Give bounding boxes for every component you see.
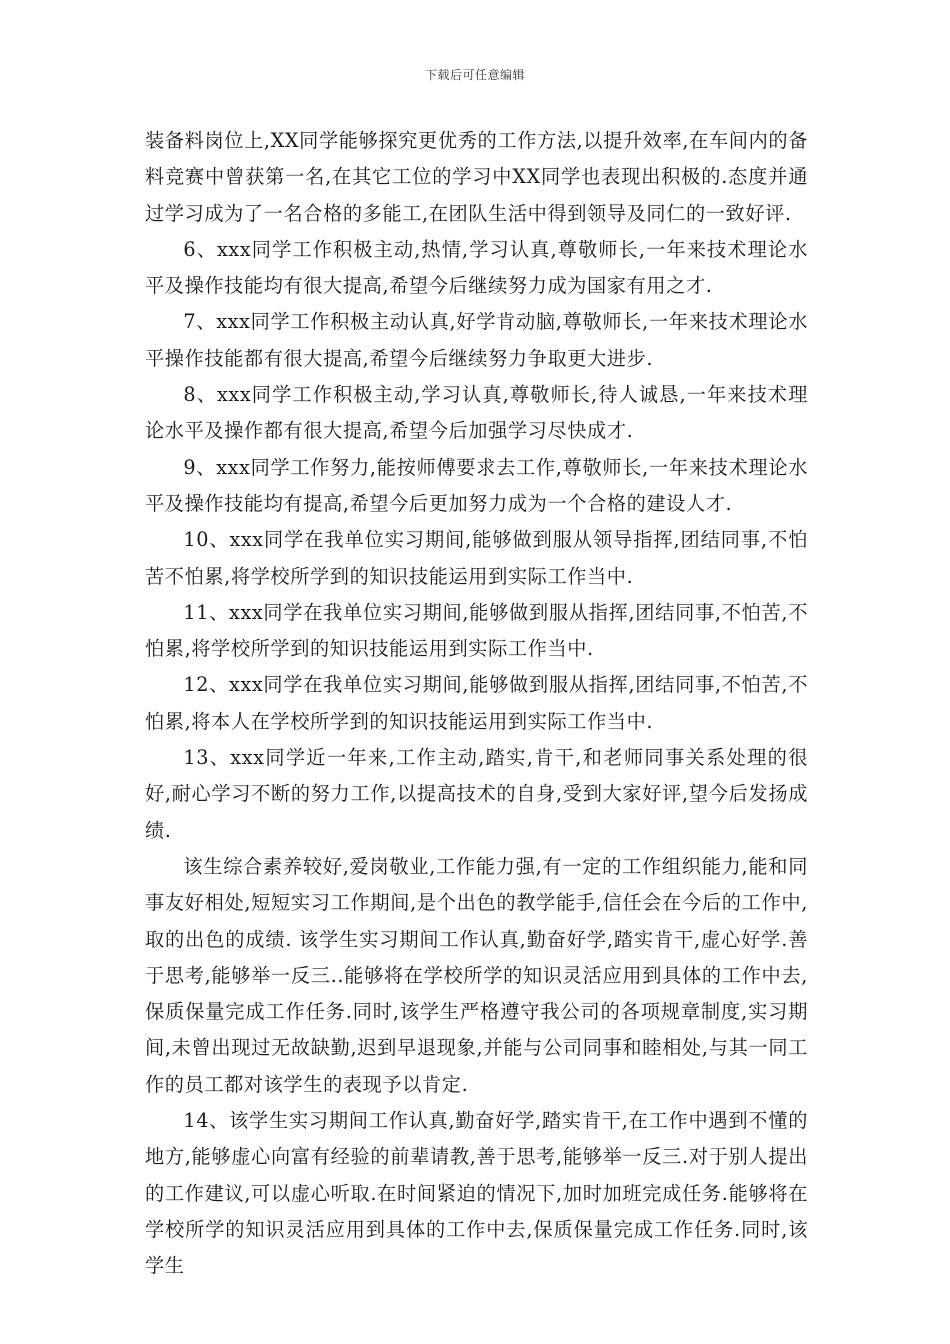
page-header-note: 下载后可任意编辑 (424, 68, 525, 82)
paragraph-item-9: 9、xxx同学工作努力,能按师傅要求去工作,尊敬师长,一年来技术理论水平及操作技能均有提高,希望今后更加努力成为一个合格的建设人才. (145, 455, 808, 515)
paragraph-item-10: 10、xxx同学在我单位实习期间,能够做到服从领导指挥,团结同事,不怕苦不怕累,将学校所学到的知识技能运用到实际工作当中. (145, 528, 808, 588)
paragraph-summary: 该生综合素养较好,爱岗敬业,工作能力强,有一定的工作组织能力,能和同事友好相处,短短实习工作期间,是个出色的教学能手,信任会在今后的工作中,取的出色的成绩. 该学生实习期间工作认真,勤奋好学,踏实肯干,虚心好学.善于思考,能够举一反三..能够将在学校所学的知识灵活应用到具体的工作中去,保质保量完成工作任务.同时,该学生严格遵守我公司的各项规章制度,实习期间,未曾出现过无故缺勤,迟到早退现象,并能与公司同事和睦相处,与其一同工作的员工都对该学生的表现予以肯定. (145, 854, 808, 1096)
paragraph-item-13: 13、xxx同学近一年来,工作主动,踏实,肯干,和老师同事关系处理的很好,耐心学习不断的努力工作,以提高技术的自身,受到大家好评,望今后发扬成绩. (145, 746, 808, 842)
paragraph-continuation: 装备料岗位上,XX同学能够探究更优秀的工作方法,以提升效率,在车间内的备料竞赛中曾获第一名,在其它工位的学习中XX同学也表现出积极的.态度并通过学习成为了一名合格的多能工,在团队生活中得到领导及同仁的一致好评. (145, 129, 808, 225)
paragraph-item-12: 12、xxx同学在我单位实习期间,能够做到服从指挥,团结同事,不怕苦,不怕累,将本人在学校所学到的知识技能运用到实际工作当中. (145, 673, 808, 733)
paragraph-item-8: 8、xxx同学工作积极主动,学习认真,尊敬师长,待人诚恳,一年来技术理论水平及操作都有很大提高,希望今后加强学习尽快成才. (145, 383, 808, 443)
paragraph-item-6: 6、xxx同学工作积极主动,热情,学习认真,尊敬师长,一年来技术理论水平及操作技能均有很大提高,希望今后继续努力成为国家有用之才. (145, 237, 808, 298)
document-body (145, 123, 808, 1285)
paragraph-item-7: 7、xxx同学工作积极主动认真,好学肯动脑,尊敬师长,一年来技术理论水平操作技能都有很大提高,希望今后继续努力争取更大进步. (145, 310, 808, 370)
paragraph-item-14: 14、该学生实习期间工作认真,勤奋好学,踏实肯干,在工作中遇到不懂的地方,能够虚心向富有经验的前辈请教,善于思考,能够举一反三.对于别人提出的工作建议,可以虚心听取.在时间紧迫的情况下,加时加班完成任务.能够将在学校所学的知识灵活应用到具体的工作中去,保质保量完成工作任务.同时,该学生 (145, 1109, 808, 1278)
paragraph-item-11: 11、xxx同学在我单位实习期间,能够做到服从指挥,团结同事,不怕苦,不怕累,将学校所学到的知识技能运用到实际工作当中. (145, 600, 808, 661)
